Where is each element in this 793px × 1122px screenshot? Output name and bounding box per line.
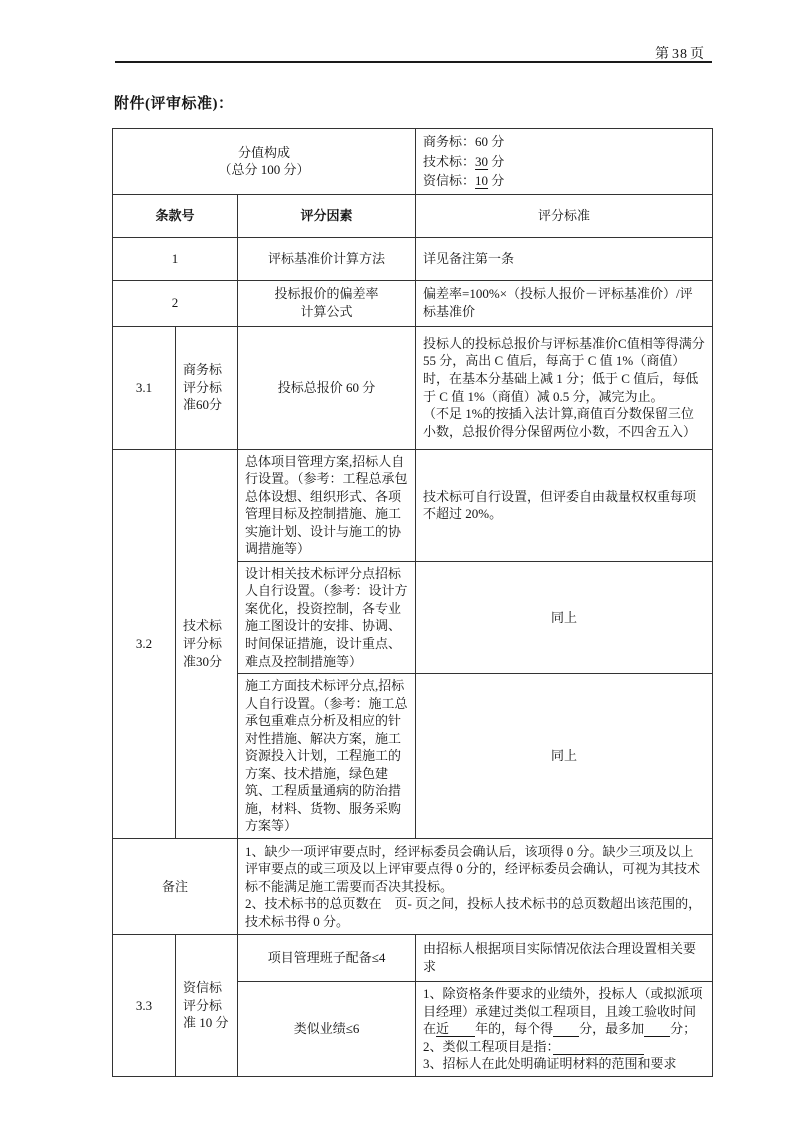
row-3-2-sub3-factor: 施工方面技术标评分点,招标人自行设置。（参考：施工总承包重难点分析及相应的针对性措施、解决方案，施工资源投入计划，工程施工的方案、技术措施，绿色建筑、工程质量通病的防治措施，材料、货物、服务采购方案等）	[238, 674, 416, 839]
line1-text-4: 分；	[670, 1021, 697, 1037]
remark-row	[113, 838, 713, 934]
score-item-business-label: 商务标：	[423, 134, 476, 149]
score-item-technical-label: 技术标：	[423, 153, 476, 169]
line1-text-2: 年的，每个得	[475, 1021, 554, 1037]
row-3-1-standard-main: 投标人的投标总报价与评标基准价C值相等得满分 55 分，高出 C 值后，每高于 C 值 1%（商值）时，在基本分基础上减 1 分；低于 C 值后，每低于 C 值 1%（商值）减 0.5 分，减完为止。	[423, 335, 705, 404]
score-item-technical	[423, 152, 705, 172]
row-1-clause: 1	[113, 237, 238, 280]
header-factor: 评分因素	[238, 194, 416, 237]
page-number-value: 38	[672, 47, 688, 62]
score-composition-subtitle: （总分 100 分）	[218, 162, 310, 178]
line1-blank-points-max	[644, 1021, 670, 1037]
remark-note-1: 1、缺少一项评审要点时，经评标委员会确认后，该项得 0 分。缺少三项及以上评审要点的或三项及以上评审要点得 0 分的，经评标委员会确认，可视为其技术标不能满足施工需要而否决其投标。	[245, 843, 701, 894]
row-1-factor: 评标基准价计算方法	[238, 237, 416, 280]
row-2	[113, 280, 713, 326]
row-3-3-category: 资信标评分标准 10 分	[176, 934, 238, 1076]
row-2-factor-line1: 投标报价的偏差率	[274, 286, 379, 302]
row-3-3-sub2-line3: 3、招标人在此处明确证明材料的范围和要求	[423, 1056, 677, 1072]
page-number-suffix: 页	[690, 47, 705, 62]
score-item-business	[423, 132, 705, 152]
row-3-2-sub1	[113, 449, 713, 561]
row-3-3-sub1	[113, 934, 713, 981]
line2-text: 2、类似工程项目是指：	[423, 1038, 554, 1054]
row-3-3-sub2-factor: 类似业绩≤6	[238, 981, 416, 1076]
row-3-3-sub1-factor: 项目管理班子配备≤4	[238, 934, 416, 981]
score-item-business-unit: 分	[488, 134, 505, 149]
line1-blank-years: 近	[436, 1021, 476, 1037]
line1-blank-points-each	[553, 1021, 579, 1037]
table-header-row	[113, 194, 713, 237]
row-3-3-clause: 3.3	[113, 934, 176, 1076]
row-3-2-category: 技术标评分标准30分	[176, 449, 238, 838]
line1-text-3: 分，最多加	[579, 1021, 645, 1037]
row-3-3-sub2-line1	[423, 985, 705, 1038]
row-3-1-standard-note: （不足 1%的按插入法计算,商值百分数保留三位小数，总报价得分保留两位小数，不四舍五入）	[423, 406, 697, 439]
score-composition-row	[113, 129, 713, 195]
row-3-1-factor: 投标总报价 60 分	[238, 326, 416, 449]
header-clause: 条款号	[113, 194, 238, 237]
row-3-1-clause: 3.1	[113, 326, 176, 449]
row-2-clause: 2	[113, 280, 238, 326]
line1-text-1: 1、除资格条件要求的业绩外，投标人（或拟派项目经理）承建过类似工程项目，且竣工验收时间在	[423, 985, 703, 1037]
row-1	[113, 237, 713, 280]
score-item-credit-unit: 分	[488, 173, 505, 188]
row-1-standard: 详见备注第一条	[416, 237, 713, 280]
row-2-factor	[238, 280, 416, 326]
score-item-credit	[423, 171, 705, 191]
row-3-3-sub2-standard	[416, 981, 713, 1076]
remark-label: 备注	[113, 838, 238, 934]
score-item-credit-value: 10	[475, 173, 489, 188]
score-composition-title: 分值构成	[238, 144, 291, 160]
score-composition-values-cell	[416, 129, 713, 195]
row-3-1	[113, 326, 713, 449]
score-composition-label-cell	[113, 129, 416, 195]
row-3-2-sub3-standard: 同上	[416, 674, 713, 839]
header-standard: 评分标准	[416, 194, 713, 237]
score-item-credit-label: 资信标：	[423, 173, 476, 188]
score-item-business-value: 60	[475, 134, 489, 149]
line2-blank-definition	[553, 1039, 644, 1055]
score-item-technical-unit: 分	[488, 153, 505, 169]
row-3-2-sub2-standard: 同上	[416, 561, 713, 673]
header-rule	[115, 61, 712, 63]
remark-content	[238, 838, 713, 934]
row-3-3-sub1-standard: 由招标人根据项目实际情况依法合理设置相关要求	[416, 934, 713, 981]
row-2-factor-line2: 计算公式	[300, 304, 353, 319]
remark-note-2: 2、技术标书的总页数在 页- 页之间，投标人技术标书的总页数超出该范围的，技术标书得 0 分。	[245, 896, 702, 929]
row-3-3-sub2-line2	[423, 1038, 705, 1056]
page-number-prefix: 第	[655, 47, 670, 62]
row-3-1-category: 商务标评分标准60分	[176, 326, 238, 449]
evaluation-criteria-table	[112, 128, 713, 1077]
row-3-2-sub1-standard: 技术标可自行设置，但评委自由裁量权权重每项不超过 20%。	[416, 449, 713, 561]
score-item-technical-value: 30	[475, 153, 489, 169]
row-3-2-sub2-factor: 设计相关技术标评分点招标人自行设置。（参考：设计方案优化，投资控制，各专业施工图设计的安排、协调、时间保证措施，设计重点、难点及控制措施等）	[238, 561, 416, 673]
attachment-title: 附件(评审标准)：	[114, 96, 234, 112]
row-3-2-sub1-factor: 总体项目管理方案,招标人自行设置。（参考：工程总承包总体设想、组织形式、各项管理目标及控制措施、施工实施计划、设计与施工的协调措施等）	[238, 449, 416, 561]
row-3-2-clause: 3.2	[113, 449, 176, 838]
page-number	[655, 43, 705, 63]
row-3-1-standard	[416, 326, 713, 449]
row-2-standard: 偏差率=100%×（投标人报价－评标基准价）/评标基准价	[416, 280, 713, 326]
